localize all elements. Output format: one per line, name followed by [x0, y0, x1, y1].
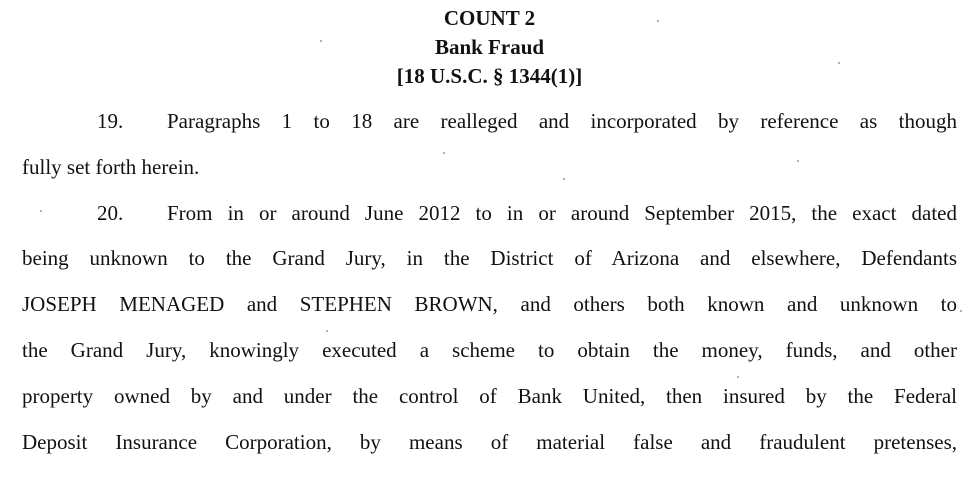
paragraph-20-line-6: Deposit Insurance Corporation, by means of material false and fraudulent pretenses, — [22, 430, 957, 454]
paragraph-text: Paragraphs 1 to 18 are realleged and incorporated by reference as though — [167, 109, 957, 133]
scan-speck — [563, 178, 565, 180]
paragraph-20-line-1 — [97, 200, 957, 226]
paragraph-number: 19. — [97, 109, 124, 133]
scan-speck — [737, 376, 739, 378]
scan-speck — [320, 40, 322, 42]
count-heading: COUNT 2 — [443, 6, 536, 30]
paragraph-20-line-2: being unknown to the Grand Jury, in the District of Arizona and elsewhere, Defendants — [22, 246, 957, 270]
paragraph-number: 20. — [97, 201, 124, 225]
paragraph-20-line-3: JOSEPH MENAGED and STEPHEN BROWN, and others both known and unknown to — [22, 292, 957, 316]
scan-speck — [657, 20, 659, 22]
scan-speck — [443, 152, 445, 154]
paragraph-text: From in or around June 2012 to in or around September 2015, the exact dated — [167, 201, 957, 225]
scan-speck — [960, 310, 962, 312]
paragraph-20-line-5: property owned by and under the control of Bank United, then insured by the Federal — [22, 384, 957, 408]
paragraph-19-line-2: fully set forth herein. — [22, 155, 200, 179]
paragraph-19-line-1 — [97, 108, 957, 134]
count-title: Bank Fraud — [434, 35, 545, 59]
paragraph-20-line-4: the Grand Jury, knowingly executed a scheme to obtain the money, funds, and other — [22, 338, 957, 362]
scan-speck — [797, 160, 799, 162]
statute-citation: [18 U.S.C. § 1344(1)] — [396, 64, 583, 88]
scan-speck — [326, 330, 328, 332]
scan-speck — [838, 62, 840, 64]
scan-speck — [40, 210, 42, 212]
